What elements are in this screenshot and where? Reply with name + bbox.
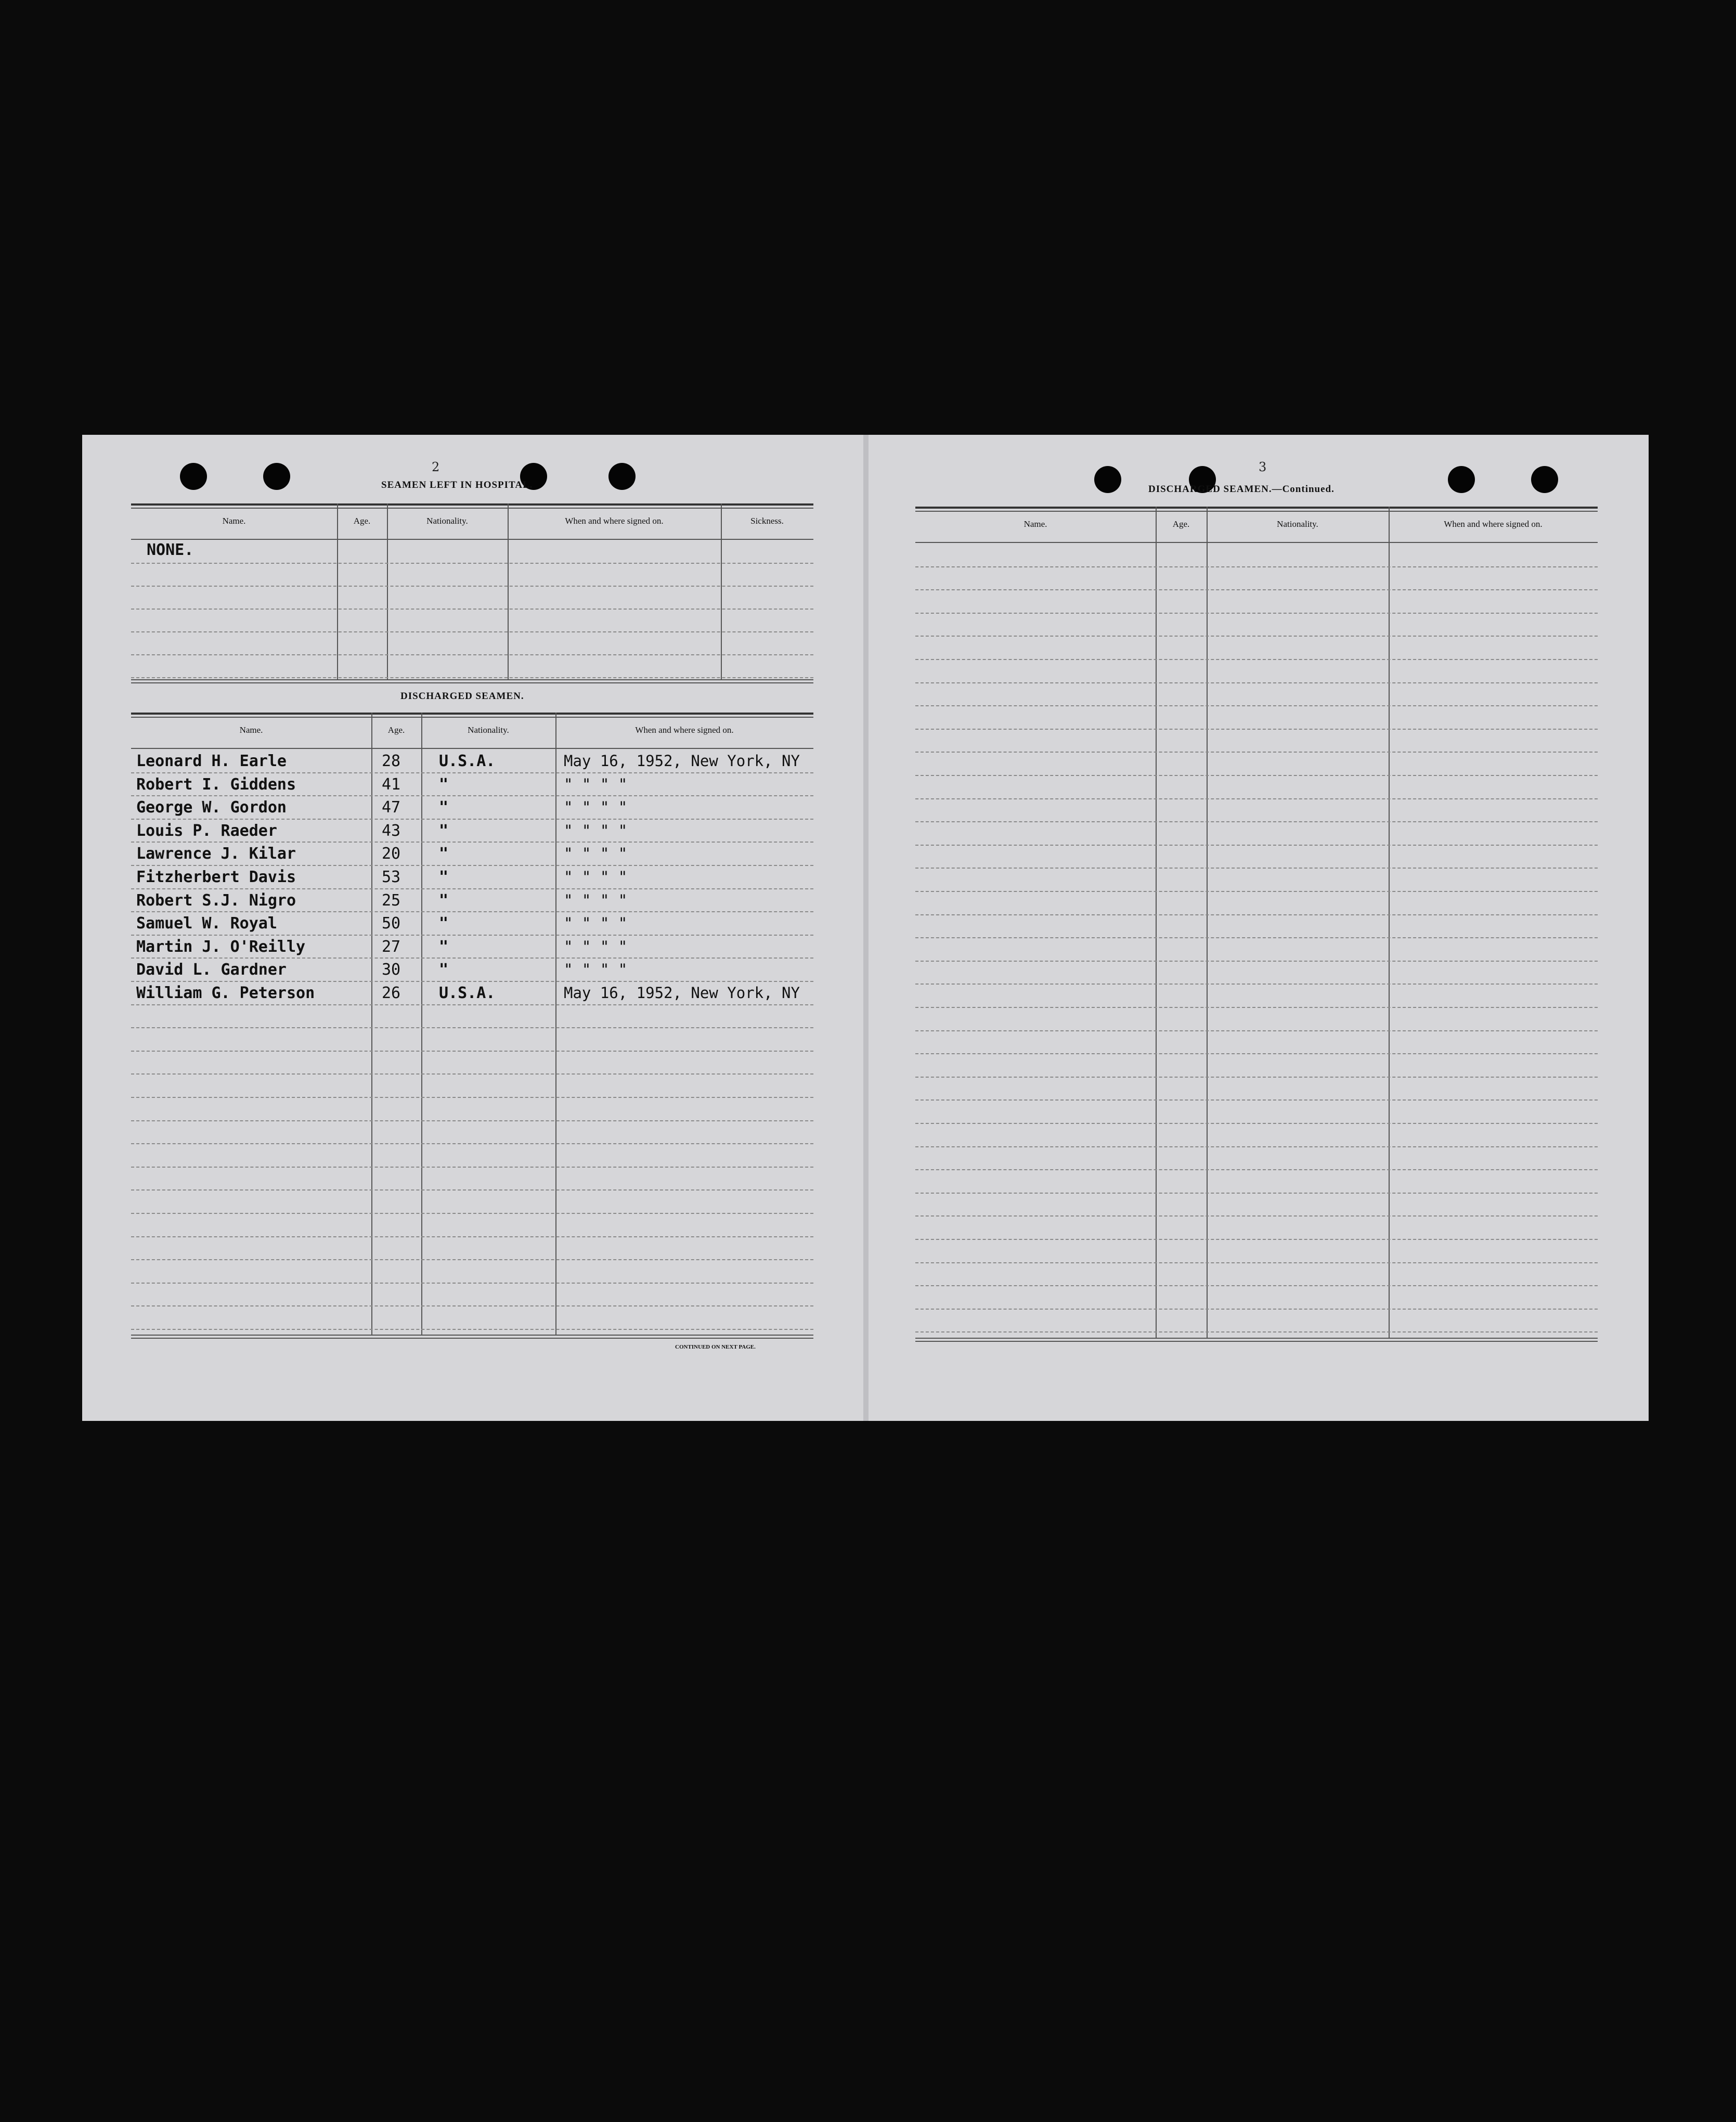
row-rule (915, 752, 1598, 753)
seaman-nationality: " (439, 937, 449, 956)
discharged-section-title: DISCHARGED SEAMEN. (400, 691, 524, 702)
table-top-rule (131, 713, 813, 715)
row-rule (131, 1073, 813, 1075)
seaman-signed-on: " " " " (564, 775, 628, 793)
row-rule (915, 891, 1598, 892)
hospital-section-title: SEAMEN LEFT IN HOSPITAL. (381, 480, 533, 490)
seaman-nationality: " (439, 821, 449, 840)
column-divider (1389, 507, 1390, 1339)
row-rule (915, 659, 1598, 660)
row-rule (131, 1236, 813, 1237)
column-header: When and where signed on. (565, 516, 664, 526)
row-rule (131, 631, 813, 632)
table-bottom-rule (915, 1341, 1598, 1342)
right-page (869, 435, 1649, 1421)
seaman-name: George W. Gordon (136, 798, 287, 817)
column-header: Name. (239, 725, 263, 735)
header-rule (131, 539, 813, 540)
table-top-rule (131, 508, 813, 509)
seaman-age: 28 (382, 752, 401, 770)
seaman-name: Leonard H. Earle (136, 752, 287, 770)
column-header: Nationality. (468, 725, 509, 735)
column-header: Nationality. (426, 516, 468, 526)
row-rule (915, 937, 1598, 938)
seaman-name: William G. Peterson (136, 984, 315, 1002)
seaman-name: Samuel W. Royal (136, 914, 277, 933)
table-row (82, 891, 813, 914)
seaman-age: 30 (382, 961, 401, 979)
page-fold (863, 435, 869, 1421)
row-rule (915, 1193, 1598, 1194)
column-header: Sickness. (750, 516, 784, 526)
row-rule (915, 636, 1598, 637)
left-page (82, 435, 862, 1421)
seaman-name: Lawrence J. Kilar (136, 845, 296, 863)
row-rule (915, 1262, 1598, 1263)
row-rule (915, 1331, 1598, 1332)
table-row (82, 798, 813, 821)
seaman-signed-on: " " " " (564, 937, 628, 955)
seaman-signed-on: " " " " (564, 961, 628, 979)
table-row (82, 868, 813, 891)
table-row (82, 752, 813, 775)
row-rule (915, 984, 1598, 985)
row-rule (131, 1329, 813, 1330)
table-bottom-rule (131, 682, 813, 683)
row-rule (915, 1030, 1598, 1031)
punch-hole (608, 463, 636, 490)
seaman-signed-on: May 16, 1952, New York, NY (564, 984, 800, 1002)
seaman-signed-on: " " " " (564, 868, 628, 886)
row-rule (131, 1259, 813, 1260)
table-top-rule (915, 511, 1598, 512)
table-top-rule (131, 503, 813, 506)
row-rule (915, 914, 1598, 915)
column-divider (508, 503, 509, 680)
continued-note: CONTINUED ON NEXT PAGE. (675, 1344, 756, 1350)
seaman-age: 47 (382, 798, 401, 817)
table-row (82, 961, 813, 984)
row-rule (915, 705, 1598, 706)
seaman-nationality: U.S.A. (439, 984, 496, 1002)
row-rule (915, 1285, 1598, 1286)
seaman-name: Martin J. O'Reilly (136, 937, 306, 956)
header-rule (915, 542, 1598, 543)
seaman-signed-on: May 16, 1952, New York, NY (564, 752, 800, 770)
row-rule (131, 654, 813, 655)
punch-hole (1531, 466, 1558, 493)
row-rule (131, 677, 813, 678)
punch-hole (1094, 466, 1121, 493)
row-rule (915, 775, 1598, 776)
row-rule (915, 1123, 1598, 1124)
table-bottom-rule (915, 1338, 1598, 1339)
row-rule (915, 1239, 1598, 1240)
column-divider (1156, 507, 1157, 1339)
column-divider (337, 503, 338, 680)
row-rule (131, 1189, 813, 1191)
table-row (82, 822, 813, 845)
table-row (82, 984, 813, 1007)
row-rule (131, 586, 813, 587)
seaman-nationality: " (439, 845, 449, 863)
page-number: 3 (1259, 460, 1267, 474)
table-bottom-rule (131, 1338, 813, 1339)
punch-hole (263, 463, 290, 490)
seaman-age: 27 (382, 937, 401, 956)
seaman-nationality: " (439, 891, 449, 910)
seaman-nationality: " (439, 798, 449, 817)
table-top-rule (915, 507, 1598, 509)
seaman-nationality: " (439, 961, 449, 979)
seaman-age: 41 (382, 775, 401, 794)
column-divider (1207, 507, 1208, 1339)
row-rule (915, 868, 1598, 869)
row-rule (131, 1283, 813, 1284)
header-rule (131, 748, 813, 749)
seaman-age: 25 (382, 891, 401, 910)
column-header: Age. (387, 725, 405, 735)
row-rule (915, 961, 1598, 962)
row-rule (915, 1215, 1598, 1217)
seaman-age: 26 (382, 984, 401, 1002)
row-rule (131, 1305, 813, 1306)
seaman-name: David L. Gardner (136, 961, 287, 979)
seaman-age: 53 (382, 868, 401, 886)
punch-hole (1448, 466, 1475, 493)
row-rule (915, 1007, 1598, 1008)
row-rule (915, 1077, 1598, 1078)
row-rule (915, 798, 1598, 799)
seaman-age: 50 (382, 914, 401, 933)
seaman-name: Robert I. Giddens (136, 775, 296, 794)
seaman-signed-on: " " " " (564, 821, 628, 839)
column-header: When and where signed on. (1444, 519, 1543, 529)
row-rule (915, 1099, 1598, 1101)
seaman-signed-on: " " " " (564, 845, 628, 863)
row-rule (915, 1309, 1598, 1310)
seaman-nationality: " (439, 914, 449, 933)
seaman-nationality: " (439, 775, 449, 794)
row-rule (131, 1213, 813, 1214)
row-rule (131, 1143, 813, 1144)
row-rule (131, 563, 813, 564)
row-rule (131, 1051, 813, 1052)
seaman-nationality: U.S.A. (439, 752, 496, 770)
seaman-signed-on: " " " " (564, 798, 628, 817)
column-divider (387, 503, 388, 680)
row-rule (131, 1027, 813, 1028)
row-rule (131, 1120, 813, 1121)
row-rule (131, 1167, 813, 1168)
table-row (82, 845, 813, 868)
row-rule (131, 1097, 813, 1098)
row-rule (915, 845, 1598, 846)
column-header: Nationality. (1277, 519, 1318, 529)
row-rule (915, 589, 1598, 590)
table-row (82, 775, 813, 798)
table-row (82, 938, 813, 961)
seaman-name: Louis P. Raeder (136, 821, 277, 840)
discharged-continued-title: DISCHARGED SEAMEN.—Continued. (1148, 484, 1335, 495)
seaman-age: 20 (382, 845, 401, 863)
page-number: 2 (432, 460, 440, 474)
row-rule (915, 613, 1598, 614)
seaman-nationality: " (439, 868, 449, 886)
punch-hole (180, 463, 207, 490)
table-bottom-rule (131, 1335, 813, 1336)
column-header: Age. (353, 516, 371, 526)
seaman-name: Robert S.J. Nigro (136, 891, 296, 910)
column-divider (721, 503, 722, 680)
document-scan (82, 435, 1649, 1421)
column-header: Age. (1172, 519, 1190, 529)
column-header: Name. (1024, 519, 1047, 529)
table-row (82, 914, 813, 937)
table-bottom-rule (131, 679, 813, 680)
row-rule (915, 682, 1598, 683)
column-header: When and where signed on. (635, 725, 734, 735)
row-rule (915, 1053, 1598, 1054)
column-header: Name. (222, 516, 246, 526)
row-rule (915, 729, 1598, 730)
seaman-name: Fitzherbert Davis (136, 868, 296, 886)
row-rule (915, 821, 1598, 822)
hospital-entry-none: NONE. (147, 541, 194, 559)
seaman-signed-on: " " " " (564, 914, 628, 933)
seaman-age: 43 (382, 821, 401, 840)
row-rule (915, 1169, 1598, 1170)
row-rule (915, 566, 1598, 567)
row-rule (915, 1146, 1598, 1147)
seaman-signed-on: " " " " (564, 891, 628, 909)
row-rule (131, 609, 813, 610)
table-top-rule (131, 717, 813, 718)
